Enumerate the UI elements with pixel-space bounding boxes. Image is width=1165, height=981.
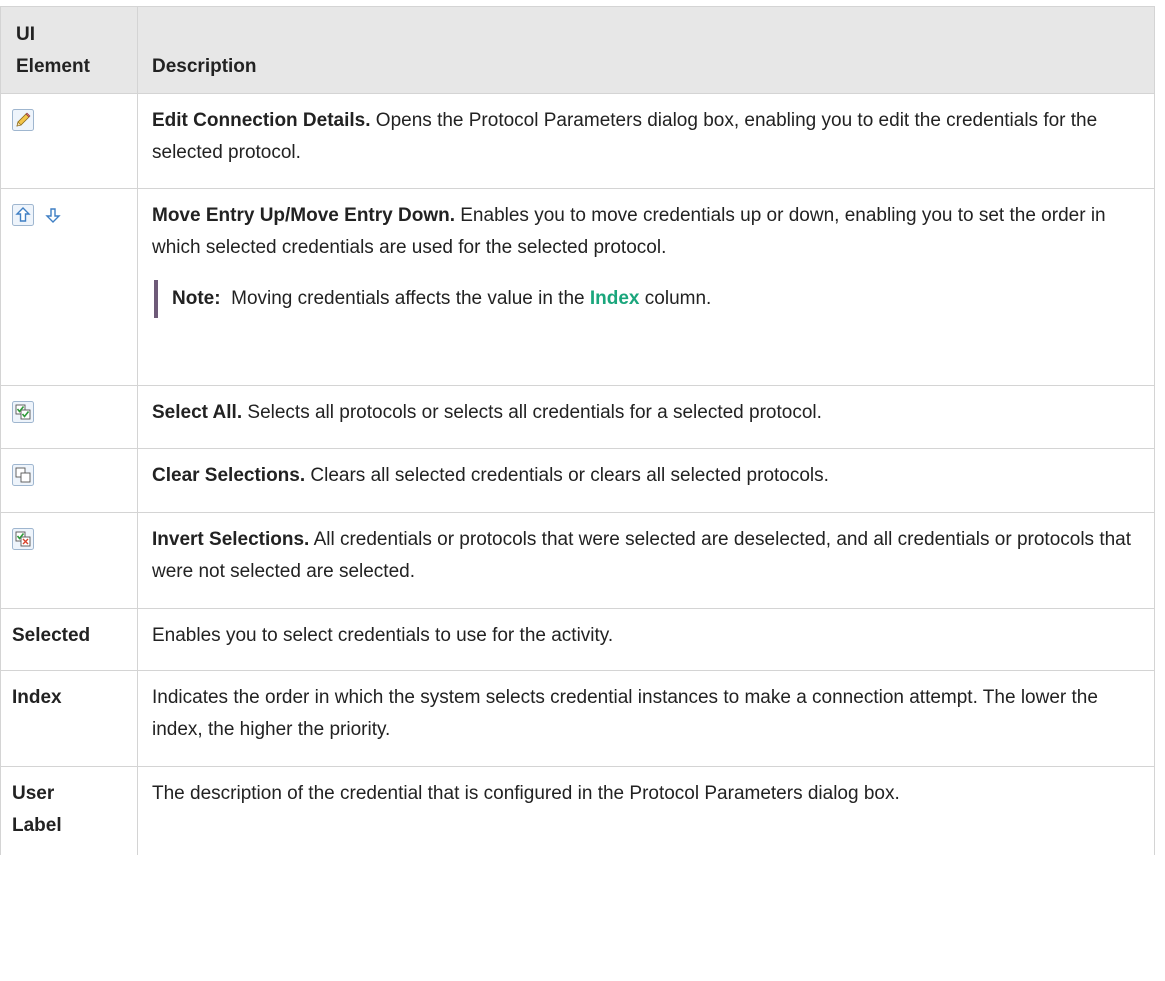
header-ui-element	[1, 7, 138, 94]
table-row	[1, 94, 1155, 189]
table-row	[1, 767, 1155, 855]
move-up-icon	[12, 204, 34, 237]
select-all-icon	[12, 401, 34, 434]
ui-element-selected: Selected	[1, 609, 138, 671]
table-row	[1, 671, 1155, 767]
user-label-line2: Label	[12, 815, 62, 836]
row-title: Invert Selections.	[152, 529, 310, 550]
move-down-icon	[45, 204, 61, 237]
note-text: Moving credentials affects the value in the	[220, 288, 590, 309]
row-text: Opens the Protocol Parameters dialog box, enabling you to edit the credentials for the selected protocol.	[152, 110, 1098, 163]
ui-elements-table	[0, 6, 1155, 855]
description-cell	[138, 94, 1155, 189]
header-description: Description	[138, 7, 1155, 94]
header-ui-line2: Element	[16, 56, 90, 77]
note-label: Note:	[172, 288, 221, 309]
row-title: Clear Selections.	[152, 465, 306, 486]
clear-selections-icon	[12, 464, 34, 497]
description-cell	[138, 449, 1155, 513]
ui-element-cell	[1, 189, 138, 386]
ui-element-cell	[1, 449, 138, 513]
row-text: All credentials or protocols that were selected are deselected, and all credentials or protocols that were not selected are selected.	[152, 529, 1132, 582]
invert-selections-icon	[12, 528, 34, 561]
table-row	[1, 386, 1155, 449]
row-text: Clears all selected credentials or clears all selected protocols.	[305, 465, 829, 486]
row-text: Selects all protocols or selects all credentials for a selected protocol.	[242, 402, 822, 423]
table-header-row	[1, 7, 1155, 94]
ui-element-index: Index	[1, 671, 138, 767]
note-text-end: column.	[639, 288, 712, 309]
table-row	[1, 609, 1155, 671]
row-title: Select All.	[152, 402, 243, 423]
description-cell: The description of the credential that is configured in the Protocol Parameters dialog box.	[138, 767, 1155, 855]
row-text: Enables you to move credentials up or down, enabling you to set the order in which selected credentials are used for the selected protocol.	[152, 205, 1106, 258]
index-link[interactable]: Index	[589, 288, 640, 309]
description-cell	[138, 189, 1155, 386]
description-cell: Enables you to select credentials to use for the activity.	[138, 609, 1155, 671]
description-cell: Indicates the order in which the system selects credential instances to make a connection attempt. The lower the index, the higher the priority.	[138, 671, 1155, 767]
user-label-line1: User	[12, 783, 55, 804]
ui-element-cell	[1, 513, 138, 609]
table-row	[1, 189, 1155, 386]
note-callout	[154, 280, 1142, 318]
ui-element-user-label	[1, 767, 138, 855]
table-row	[1, 449, 1155, 513]
table-row	[1, 513, 1155, 609]
header-ui-line1: UI	[16, 24, 35, 45]
row-title: Edit Connection Details.	[152, 110, 371, 131]
pencil-edit-icon	[12, 109, 34, 142]
description-cell	[138, 513, 1155, 609]
ui-element-cell	[1, 386, 138, 449]
row-title: Move Entry Up/Move Entry Down.	[152, 205, 455, 226]
ui-element-cell	[1, 94, 138, 189]
description-cell	[138, 386, 1155, 449]
